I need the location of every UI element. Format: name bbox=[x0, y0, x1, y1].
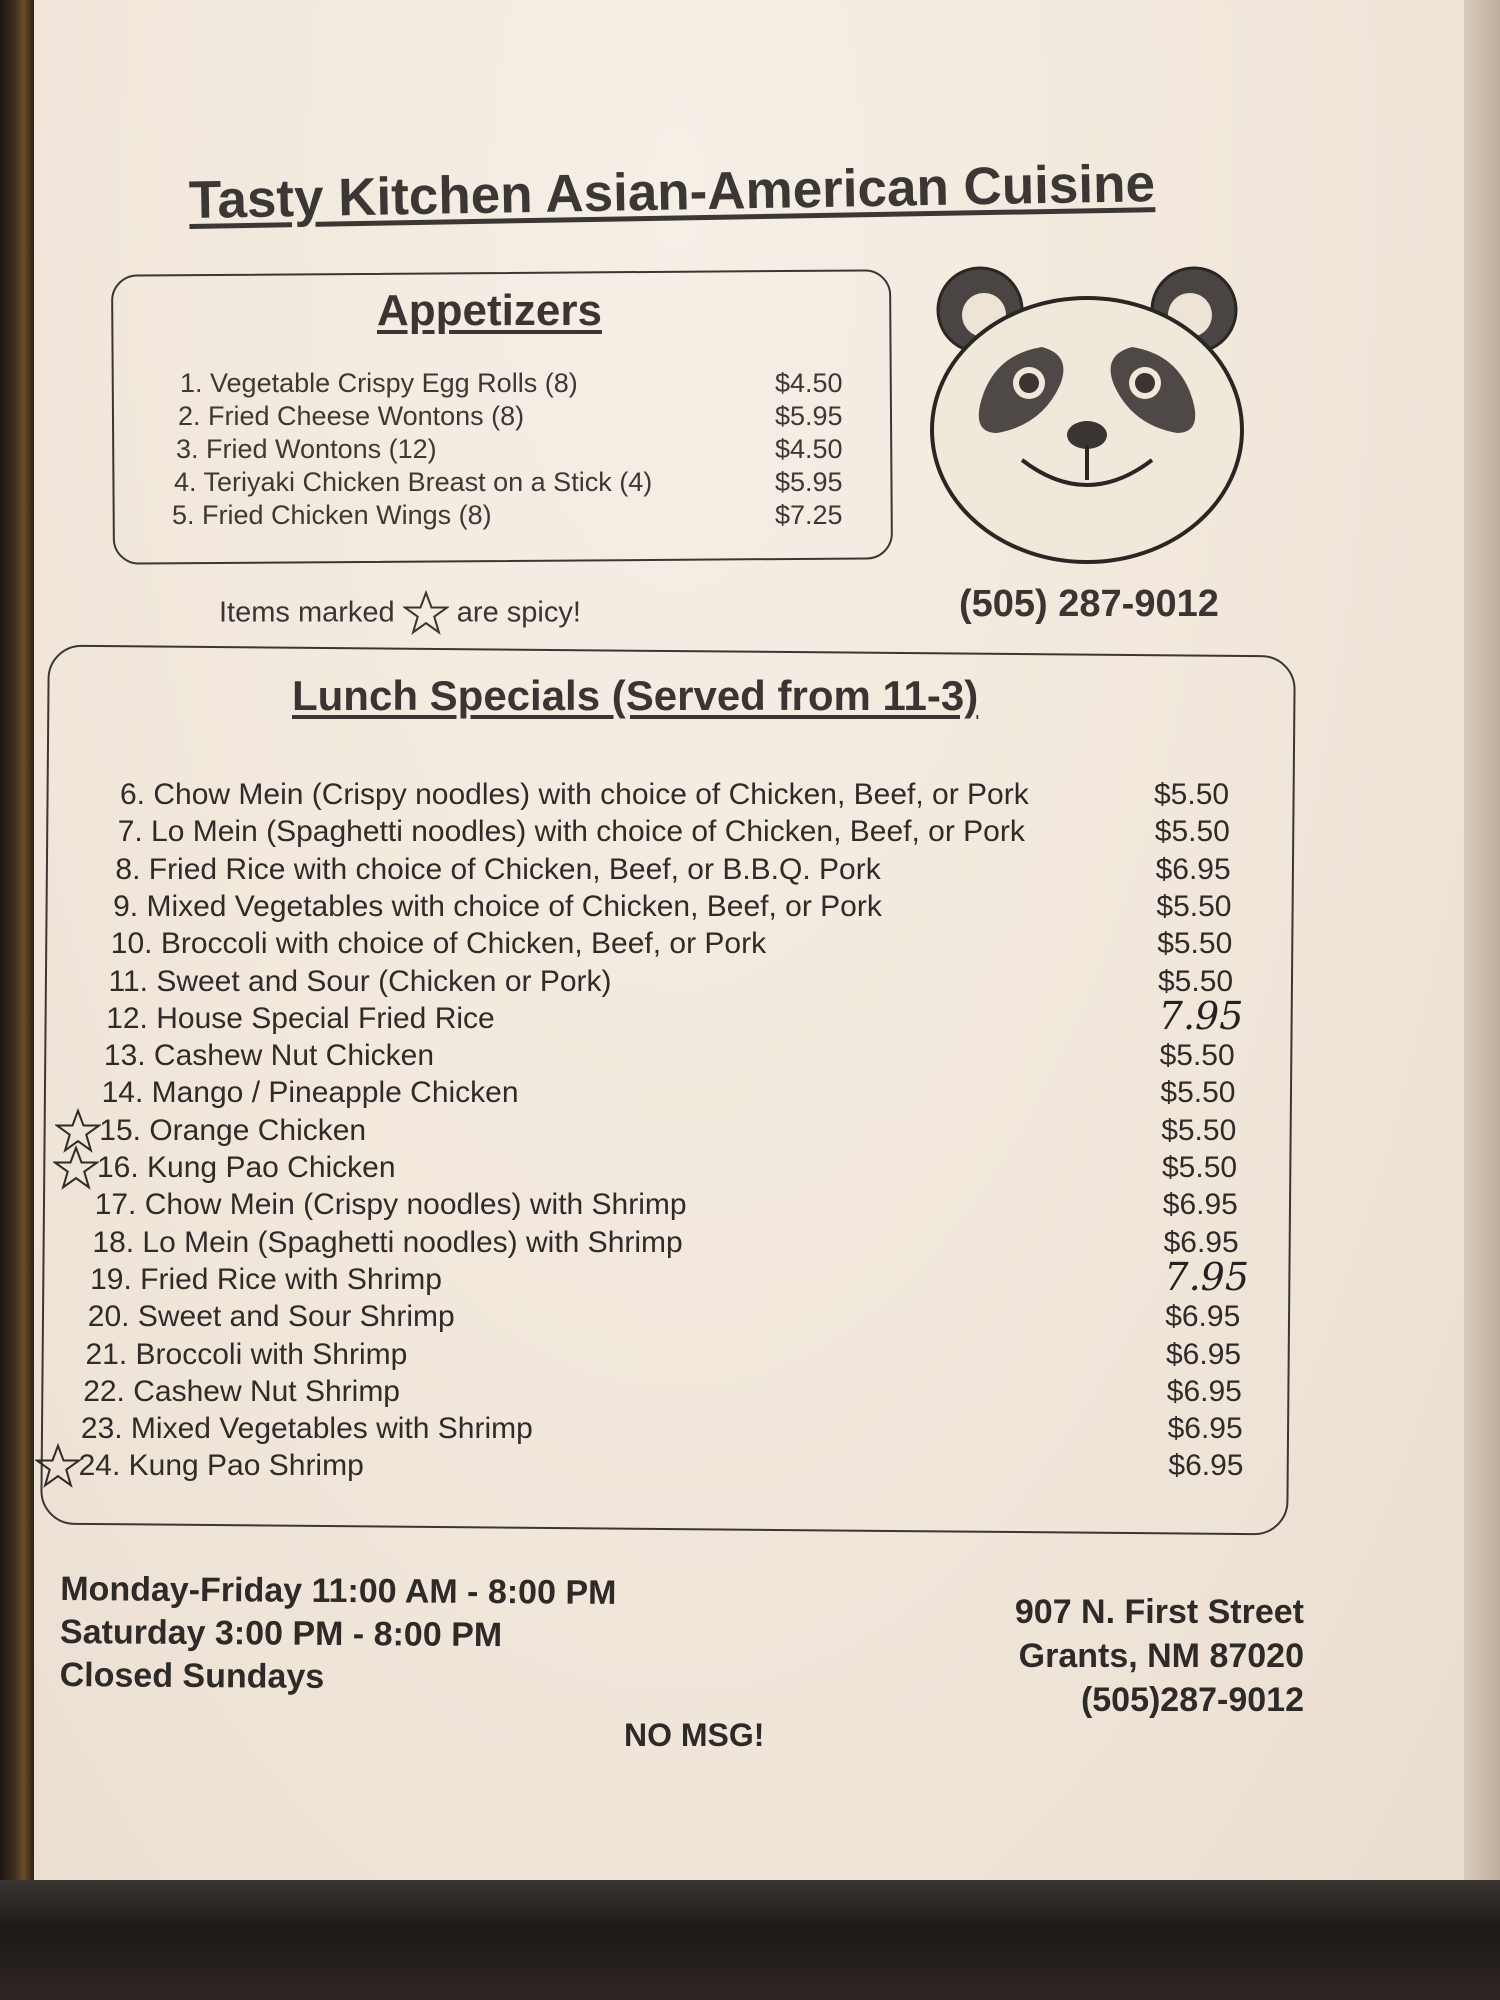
lunch-item-price: $5.50 bbox=[1161, 1113, 1237, 1147]
lunch-item-price: $6.95 bbox=[1165, 1300, 1241, 1334]
lunch-item-label: 6. Chow Mein (Crispy noodles) with choice of Chicken, Beef, or Pork bbox=[120, 778, 1029, 811]
address-city: Grants, NM 87020 bbox=[1018, 1637, 1304, 1675]
lunch-item-price: $6.95 bbox=[1168, 1449, 1244, 1483]
lunch-item-label: 23. Mixed Vegetables with Shrimp bbox=[80, 1412, 533, 1446]
hours-sunday: Closed Sundays bbox=[59, 1656, 325, 1696]
lunch-item-label: 18. Lo Mein (Spaghetti noodles) with Shrimp bbox=[92, 1225, 683, 1259]
appetizer-item-label: 4. Teriyaki Chicken Breast on a Stick (4) bbox=[174, 467, 653, 497]
lunch-item-label: 17. Chow Mein (Crispy noodles) with Shrimp bbox=[94, 1188, 687, 1222]
restaurant-title: Tasty Kitchen Asian-American Cuisine bbox=[188, 154, 1156, 230]
spicy-star-icon bbox=[53, 1145, 99, 1191]
lunch-item-price-handwritten: 7.95 bbox=[1158, 993, 1244, 1038]
menu-sheet-right-edge bbox=[1464, 0, 1500, 1885]
appetizer-item-label: 3. Fried Wontons (12) bbox=[176, 434, 437, 464]
address-street: 907 N. First Street bbox=[1014, 1593, 1304, 1631]
lunch-item-label: 24. Kung Pao Shrimp bbox=[78, 1449, 364, 1483]
hours-weekday: Monday-Friday 11:00 AM - 8:00 PM bbox=[60, 1570, 617, 1612]
lunch-specials-heading: Lunch Specials (Served from 11-3) bbox=[292, 672, 979, 719]
no-msg-note: NO MSG! bbox=[624, 1717, 765, 1753]
spicy-note-prefix: Items marked bbox=[219, 596, 395, 629]
lunch-item-label: 22. Cashew Nut Shrimp bbox=[83, 1374, 400, 1408]
address-phone: (505)287-9012 bbox=[1080, 1681, 1304, 1719]
appetizer-item-price: $4.50 bbox=[775, 368, 843, 398]
appetizers-heading: Appetizers bbox=[377, 286, 602, 335]
lunch-item-price: $5.50 bbox=[1159, 1039, 1235, 1073]
appetizer-item-price: $4.50 bbox=[775, 434, 843, 464]
lunch-item-label: 8. Fried Rice with choice of Chicken, Beef, or B.B.Q. Pork bbox=[115, 852, 881, 886]
lunch-item-price: $5.50 bbox=[1160, 1076, 1236, 1110]
menu-page bbox=[34, 0, 1464, 1885]
lunch-item-price: $6.95 bbox=[1166, 1374, 1242, 1408]
lunch-item-label: 21. Broccoli with Shrimp bbox=[85, 1337, 408, 1371]
lunch-item-label: 10. Broccoli with choice of Chicken, Beef, or Pork bbox=[110, 927, 767, 961]
lunch-item-label: 16. Kung Pao Chicken bbox=[97, 1151, 396, 1184]
address-block bbox=[964, 1590, 1304, 1722]
lunch-item-label: 14. Mango / Pineapple Chicken bbox=[101, 1076, 519, 1110]
appetizer-item-label: 5. Fried Chicken Wings (8) bbox=[172, 500, 492, 530]
lunch-item-label: 19. Fried Rice with Shrimp bbox=[90, 1262, 442, 1296]
appetizer-item-label: 1. Vegetable Crispy Egg Rolls (8) bbox=[180, 368, 578, 398]
lunch-item-price: $5.50 bbox=[1154, 778, 1230, 811]
lunch-item-label: 12. House Special Fried Rice bbox=[106, 1001, 495, 1035]
lunch-item-price: $5.50 bbox=[1158, 964, 1234, 998]
lunch-item-price: $6.95 bbox=[1162, 1188, 1238, 1222]
lunch-item-label: 15. Orange Chicken bbox=[99, 1113, 367, 1147]
business-hours bbox=[60, 1568, 617, 1701]
appetizer-item-price: $5.95 bbox=[775, 467, 843, 497]
star-outline-icon bbox=[403, 590, 449, 636]
spicy-star-icon bbox=[35, 1443, 81, 1489]
spicy-note-suffix: are spicy! bbox=[456, 596, 581, 629]
lunch-item-label: 9. Mixed Vegetables with choice of Chicken, Beef, or Pork bbox=[113, 889, 882, 923]
lunch-item-price-handwritten: 7.95 bbox=[1164, 1254, 1249, 1299]
lunch-item-price: $6.95 bbox=[1167, 1412, 1243, 1446]
lunch-item-price: $5.50 bbox=[1157, 927, 1233, 961]
appetizer-item-price: $7.25 bbox=[775, 500, 843, 530]
lunch-item-label: 11. Sweet and Sour (Chicken or Pork) bbox=[108, 964, 612, 998]
menu-cover-bottom-edge bbox=[0, 1880, 1500, 2000]
panda-face-icon bbox=[922, 255, 1252, 570]
lunch-item-price: $6.95 bbox=[1163, 1225, 1239, 1259]
lunch-item-price: $5.50 bbox=[1154, 815, 1230, 849]
lunch-item-label: 13. Cashew Nut Chicken bbox=[103, 1039, 435, 1073]
lunch-item-price: $6.95 bbox=[1166, 1337, 1242, 1371]
lunch-item-price: $5.50 bbox=[1162, 1151, 1238, 1184]
phone-number-header: (505) 287-9012 bbox=[959, 583, 1219, 625]
appetizer-item-label: 2. Fried Cheese Wontons (8) bbox=[178, 401, 525, 431]
spicy-note bbox=[219, 590, 581, 636]
lunch-item-price: $6.95 bbox=[1155, 852, 1231, 886]
hours-saturday: Saturday 3:00 PM - 8:00 PM bbox=[59, 1613, 503, 1655]
appetizer-item-price: $5.95 bbox=[775, 401, 843, 431]
lunch-item-label: 20. Sweet and Sour Shrimp bbox=[87, 1300, 455, 1334]
lunch-item-label: 7. Lo Mein (Spaghetti noodles) with choice of Chicken, Beef, or Pork bbox=[117, 815, 1025, 849]
lunch-item-price: $5.50 bbox=[1156, 889, 1232, 923]
menu-cover-left-edge bbox=[0, 0, 34, 2000]
